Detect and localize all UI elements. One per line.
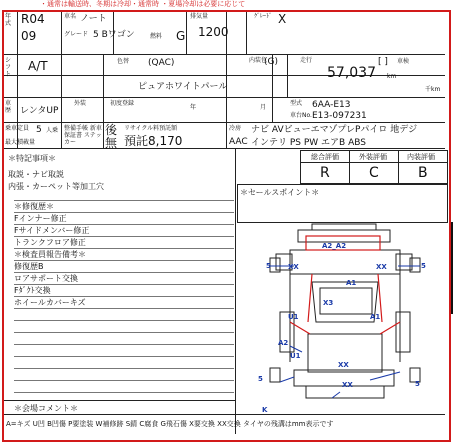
mark-xx-b: XX [338,361,349,369]
mark-k: K [262,406,268,412]
interior-color-label: 内装色 [249,57,268,64]
capacity-label: 乗車定員 [5,125,30,132]
displacement-label: 排気量 [190,13,209,20]
interior: B [418,165,428,181]
total: R [320,165,330,181]
special-items: 取説・ナビ取説 内張・カーペット等加工穴 [8,170,104,191]
exterior: C [369,165,379,181]
month-label: 月 [260,104,267,111]
color-name: ピュアホワイトパール [138,82,228,92]
capacity: 5 [36,125,42,135]
ac-label: 冷房 [229,125,242,132]
carname-label: 車名 [64,13,77,20]
year-num: 09 [21,29,37,43]
type-label: 型式 [290,100,303,107]
mark-a2: A2_A2 [322,242,347,250]
exterior-label: 外装評価 [359,153,387,161]
venue-label: ＊会場コメント＊ [14,404,78,413]
grade: 5 Bワゴン [93,30,135,40]
chassis: E13-097231 [312,111,367,121]
mark-a2-l: A2 [278,339,289,347]
recycle: 預託8,170 [124,134,183,148]
displacement: 1200 [198,25,229,39]
model-label: ｸﾞﾚｰﾄﾞ [254,13,273,20]
grade-label: グレード [64,31,89,38]
color-code: (QAC) [148,58,175,68]
year-label2: 年 [190,104,197,111]
inspection-label: 車検 [397,58,410,65]
mark-xx-l: XX [288,263,299,271]
mark-a1: A1 [346,279,357,287]
fuel: G [176,29,186,43]
capacity-unit: 人乗 [46,127,59,134]
fuel-label: 燃料 [150,33,163,40]
first-reg-label: 初度登録 [110,100,135,107]
none-flag: 無 [105,136,118,150]
recycle-label: リサイクル料預託額 [124,125,178,132]
color-label: 色替 [117,58,130,65]
usage: レンタUP [20,106,59,116]
mark-a1-r: A1 [370,313,381,321]
mileage-unit: km [387,73,397,80]
legend: A=キズ U凹 B凹傷 P要塗装 W補修跡 S錆 C腐食 G飛石傷 X要交換 XX交換 タイヤの残溝はmm表示です [6,420,334,428]
mark-x3: X3 [323,299,334,307]
car-diagram [250,222,440,412]
inspection: [ ] [378,57,388,67]
model: X [278,12,287,26]
rear-flag: 後 [105,123,118,137]
type: 6AA-E13 [312,100,351,110]
maxload-label: 最大積載量 [5,139,36,146]
shift: A/T [28,59,48,73]
sales-point-label: ＊セールスポイント＊ [240,188,320,197]
mark-xx-r: XX [376,263,387,271]
mark-xx-rear: XX [342,381,353,389]
mileage: 57,037 [327,65,376,81]
mark-5-b: 5 [421,262,426,270]
mark-5-c: 5 [258,375,263,383]
total-label: 総合評価 [311,153,339,161]
hp-label: 外装 [74,100,87,107]
mark-5-a: 5 [266,262,271,270]
year-era: R04 [21,12,45,26]
sticker-label: 整備手帳 新車保証書 ステッカー [64,125,102,146]
car-name: ノート [80,14,107,24]
top-notice: ・通常は輸送時、冬期は冷却・通常時 ・夏場冷却は必要に応じて [40,0,246,8]
mark-u1-b: U1 [290,352,301,360]
mark-5-d: 5 [415,380,420,388]
year-label: 年式 [5,13,12,27]
chassis-label: 車台No. [290,112,312,119]
interior-color: (G) [264,57,278,67]
special-label: ＊特記事項＊ [8,154,56,163]
equipment: ナビ AVビューエマゾプレPパイロ 地デジ インテリ PS PW エアB ABS [251,125,418,148]
mileage-label: 走行 [300,57,313,64]
auction-sheet: ・通常は輸送時、冬期は冷却・通常時 ・夏場冷却は必要に応じて 年式 R04 09 車名 ノート グレード 5 Bワゴン 排気量 1200 燃料 G ｸﾞﾚｰﾄﾞ X シフト A/T 色替 (QAC) ピュアホワイトパール 内装色 (G) 走行 57,037 km 千km [ ] 車検 車歴 レンタUP 外装 初度登録 年 月 型式 6AA-E13 車台No. E13-097231 乗車定員 5 人乗 最大積載量 整備手帳 新車保証書 ステッカー 後 無 リサイクル料預託額 預託8,170 冷房 AAC ナビ AVビューエマゾプレPパイロ 地デジ インテリ PS PW エアB ABS ＊特記事項＊ 取説・ナビ取説 内張・カーペット等加工穴 ＊修復歴＊ Fインナー修正 Fサイドメンバー修正 トランクフロア修正 ＊検査員報告備考＊ 修復歴B ロアサポート交換 Fﾀﾞｸﾄ交換 ホイールカバーキズ ＊会場コメント＊ 総合評価 R 外装評価 C 内装評価 B ＊セールスポイント＊ A2_A2 XX XX A1 X3 U1 A1 A2 U1 XX XX 5 5 5 5 K A=キズ U凹 B凹傷 P要塗装 W補修跡 S錆 C腐食 G飛石傷 X要交換 XX交換 タイヤの残溝はmm表示です [0,0,457,445]
interior-label: 内装評価 [407,153,435,161]
mark-u1-l: U1 [288,313,299,321]
mileage-unit2: 千km [425,86,441,93]
ac: AAC [229,137,248,147]
repair-items: ＊修復歴＊ Fインナー修正 Fサイドメンバー修正 トランクフロア修正 ＊検査員報告備考＊ 修復歴B ロアサポート交換 Fﾀﾞｸﾄ交換 ホイールカバーキズ [14,202,90,307]
